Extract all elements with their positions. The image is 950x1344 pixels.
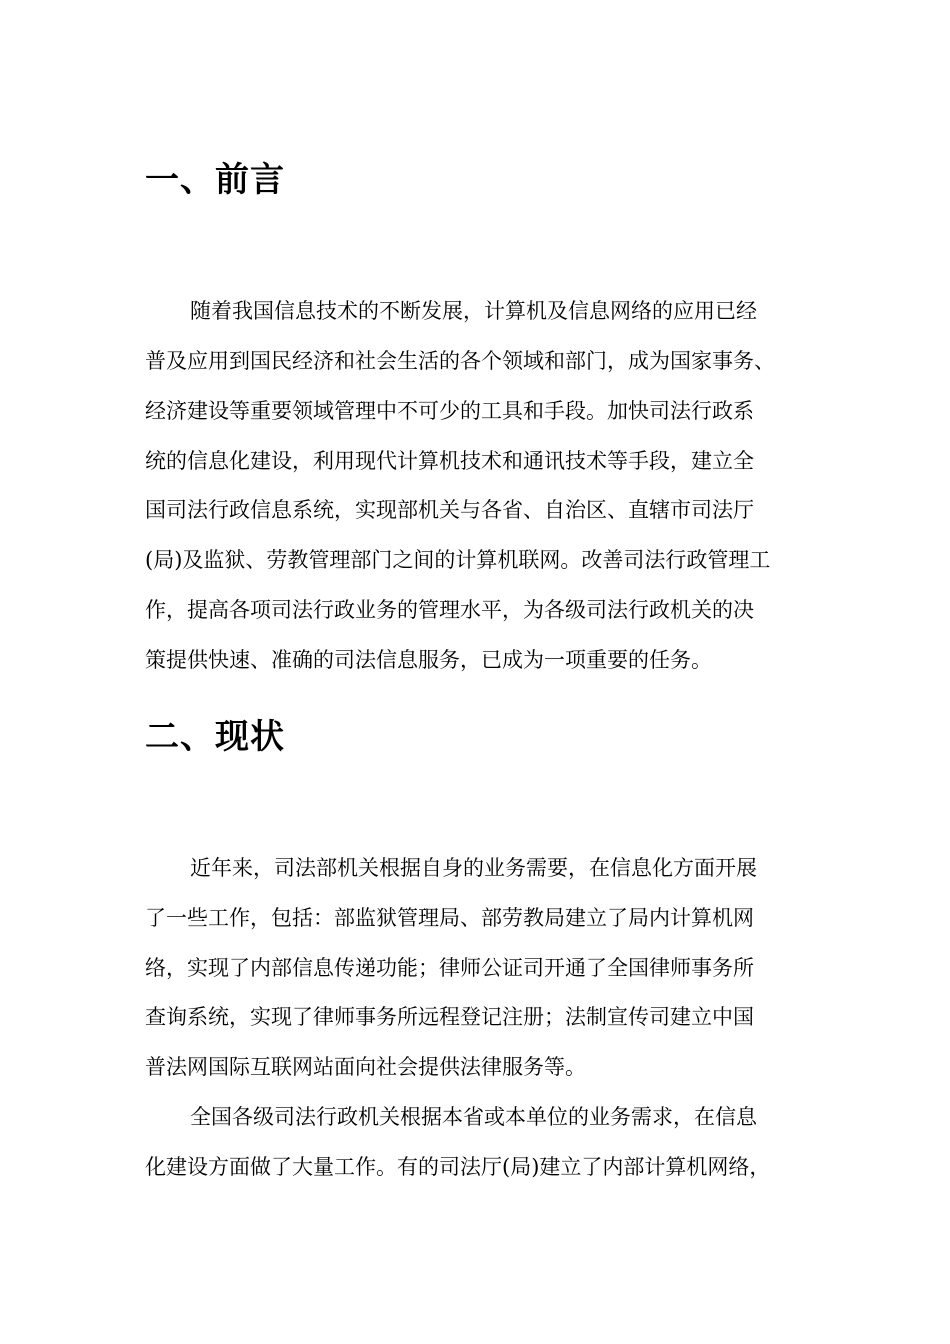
text-line: 络，实现了内部信息传递功能；律师公证司开通了全国律师事务所: [145, 956, 754, 980]
text-line: 国司法行政信息系统，实现部机关与各省、自治区、直辖市司法厅: [145, 498, 754, 522]
text-line: 查询系统，实现了律师事务所远程登记注册；法制宣传司建立中国: [145, 1005, 754, 1029]
text-line: 近年来，司法部机关根据自身的业务需要，在信息化方面开展: [190, 856, 757, 880]
text-line: 普及应用到国民经济和社会生活的各个领域和部门，成为国家事务、: [145, 349, 775, 373]
text-line: 作，提高各项司法行政业务的管理水平，为各级司法行政机关的决: [145, 598, 754, 622]
section-heading-status: 二、现状: [145, 717, 285, 757]
text-line: 统的信息化建设，利用现代计算机技术和通讯技术等手段，建立全: [145, 449, 754, 473]
section-heading-preface: 一、前言: [145, 160, 285, 200]
text-line: 随着我国信息技术的不断发展，计算机及信息网络的应用已经: [190, 299, 757, 323]
text-line: 经济建设等重要领域管理中不可少的工具和手段。加快司法行政系: [145, 399, 754, 423]
text-line: 了一些工作，包括：部监狱管理局、部劳教局建立了局内计算机网: [145, 906, 754, 930]
text-line: 策提供快速、准确的司法信息服务，已成为一项重要的任务。: [145, 648, 712, 672]
text-line: (局)及监狱、劳教管理部门之间的计算机联网。改善司法行政管理工: [145, 548, 771, 572]
text-line: 普法网国际互联网站面向社会提供法律服务等。: [145, 1055, 586, 1079]
text-line: 化建设方面做了大量工作。有的司法厅(局)建立了内部计算机网络，: [145, 1155, 771, 1179]
text-line: 全国各级司法行政机关根据本省或本单位的业务需求，在信息: [190, 1105, 757, 1129]
